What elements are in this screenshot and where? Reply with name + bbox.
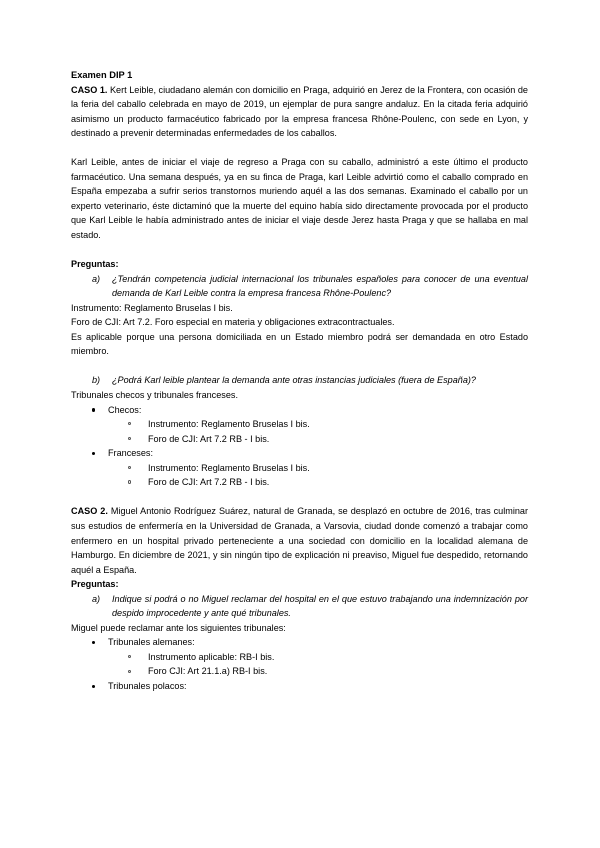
- bullet-circle-icon: [128, 422, 131, 425]
- list-item: [71, 679, 528, 694]
- case1-question-list-b: [71, 373, 528, 388]
- case1-answer-b-list: [71, 403, 528, 490]
- paragraph-spacer-4: [71, 490, 528, 505]
- list-item: [108, 664, 528, 679]
- bullet-circle-icon: [128, 437, 131, 440]
- case1-question-a-marker: a): [92, 273, 101, 284]
- list-item-label: Instrumento aplicable: RB-I bis.: [148, 651, 275, 662]
- paragraph-spacer-3: [71, 359, 528, 374]
- case1-lead-label: CASO 1.: [71, 84, 108, 95]
- case1-answer-a-line-2: Foro de CJI: Art 7.2. Foro especial en materia y obligaciones extracontractuales.: [71, 317, 395, 328]
- paragraph-spacer-1: [71, 141, 528, 156]
- bullet-circle-icon: [128, 480, 131, 483]
- case1-paragraph-2: Karl Leible, antes de iniciar el viaje de regreso a Praga con su caballo, administró a este último el producto farmacéutico. Una semana después, ya en su finca de Praga, karl Leible advirtió como el caballo comprado en España empezaba a sufrir serios transtornos muriendo aquél a las dos semanas. Examinado el caballo por un experto veterinario, éste dictaminó que la muerte del equino había sido directamente provocada por el producto que Karl Leible le había administrado antes de iniciar el viaje desde Jerez hasta Praga y que se hallaba en mal estado.: [71, 157, 528, 241]
- case2-question-a-marker: a): [92, 593, 101, 604]
- case1-question-b-marker: b): [92, 375, 101, 386]
- bullet-circle-icon: [128, 466, 131, 469]
- list-item-label: Franceses:: [108, 448, 153, 459]
- case2-preguntas-heading: Preguntas:: [71, 579, 119, 590]
- case1-preguntas-heading: Preguntas:: [71, 259, 119, 270]
- bullet-circle-icon: [128, 655, 131, 658]
- bullet-disc-icon: [92, 685, 95, 688]
- list-item-label: Foro de CJI: Art 7.2 RB - I bis.: [148, 477, 270, 488]
- list-item-label: Tribunales alemanes:: [108, 637, 195, 648]
- list-item-label: Foro CJI: Art 21.1.a) RB-I bis.: [148, 666, 268, 677]
- list-item-label: Foro de CJI: Art 7.2 RB - I bis.: [148, 433, 270, 444]
- list-item: [108, 650, 528, 665]
- case1-paragraph-1-text: Kert Leible, ciudadano alemán con domicilio en Praga, adquirió en Jerez de la Frontera, con ocasión de la feria del caballo celebrada en mayo de 2019, un ejemplar de pura sangre andaluz. En la citada feria adquirió asimismo un producto farmacéutico fabricado por la empresa francesa Rhône-Poulenc, con sede en Lyon, y destinado a prevenir determinadas enfermedades de los caballos.: [71, 84, 528, 139]
- case1-question-list: [71, 272, 528, 301]
- bullet-disc-icon: [92, 452, 95, 455]
- case1-question-b-text: ¿Podrá Karl leible plantear la demanda ante otras instancias judiciales (fuera de España)?: [112, 375, 476, 386]
- list-item-label: Instrumento: Reglamento Bruselas I bis.: [148, 419, 310, 430]
- case2-answer-intro: Miguel puede reclamar ante los siguientes tribunales:: [71, 622, 286, 633]
- list-item: [71, 446, 528, 490]
- case1-paragraph-1: [71, 83, 528, 141]
- paragraph-spacer-2: [71, 243, 528, 258]
- case2-question-list: [71, 592, 528, 621]
- list-item: [71, 403, 528, 447]
- document-body: [71, 68, 528, 694]
- case2-lead-label: CASO 2.: [71, 506, 108, 517]
- case1-question-b: [71, 373, 528, 388]
- case1-answer-b-sublist-0: [108, 417, 528, 446]
- case1-question-a-text: ¿Tendrán competencia judicial internacional los tribunales españoles para conocer de una eventual demanda de Karl Leible contra la empresa francesa Rhône-Poulenc?: [112, 273, 528, 299]
- bullet-disc-icon: [92, 408, 95, 411]
- case2-question-a-text: Indique si podrá o no Miguel reclamar del hospital en el que estuvo trabajando una indemnización por despido improcedente y ante qué tribunales.: [112, 593, 528, 619]
- list-item-label: Instrumento: Reglamento Bruselas I bis.: [148, 462, 310, 473]
- case1-answer-b-sublist-1: [108, 461, 528, 490]
- case2-paragraph-1-text: Miguel Antonio Rodríguez Suárez, natural de Granada, se desplazó en octubre de 2016, tras culminar sus estudios de enfermería en la Universidad de Granada, a Varsovia, ciudad donde comenzó a trabajar como enfermero en un hospital privado perteneciente a una sociedad con domicilio en la localidad alemana de Hamburgo. En diciembre de 2021, y sin ningún tipo de explicación ni preaviso, Miguel fue despedido, retornando aquél a España.: [71, 506, 528, 575]
- list-item: [108, 417, 528, 432]
- case1-answer-a-line-3: Es aplicable porque una persona domiciliada en un Estado miembro podrá ser demandada en otro Estado miembro.: [71, 331, 528, 357]
- case1-question-a: [71, 272, 528, 301]
- case2-answer-sublist-0: [108, 650, 528, 679]
- list-item: [108, 461, 528, 476]
- list-item: [108, 432, 528, 447]
- case2-question-a: [71, 592, 528, 621]
- page-title: Examen DIP 1: [71, 70, 133, 80]
- list-item-label: Tribunales polacos:: [108, 680, 187, 691]
- case1-answer-a-line-1: Instrumento: Reglamento Bruselas I bis.: [71, 302, 233, 313]
- case1-answer-b-intro: Tribunales checos y tribunales franceses.: [71, 390, 238, 401]
- case2-paragraph-1: [71, 504, 528, 577]
- list-item: [108, 475, 528, 490]
- list-item: [71, 635, 528, 679]
- bullet-circle-icon: [128, 670, 131, 673]
- list-item-label: Checos:: [108, 404, 142, 415]
- bullet-disc-icon: [92, 641, 95, 644]
- case2-answer-list: [71, 635, 528, 693]
